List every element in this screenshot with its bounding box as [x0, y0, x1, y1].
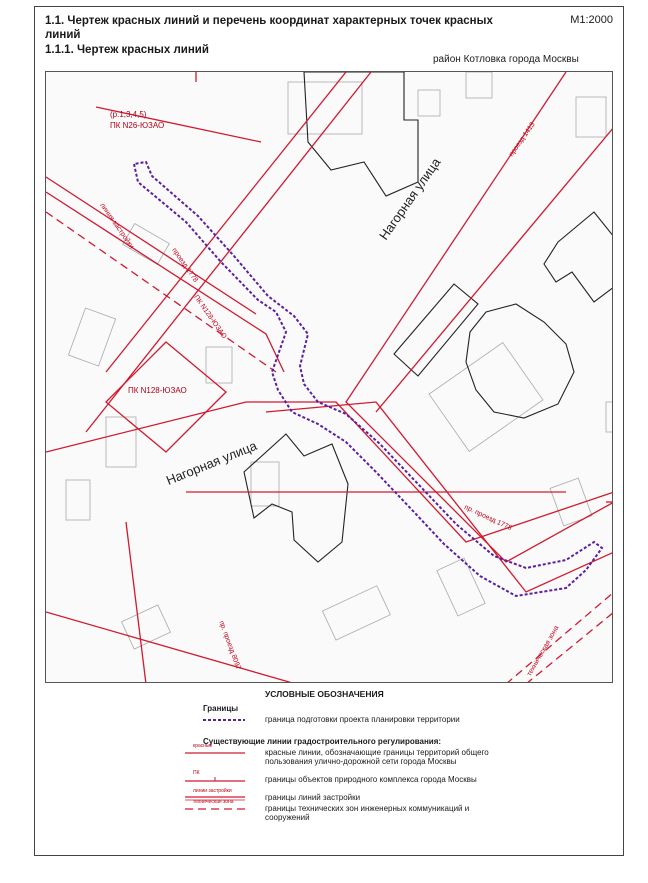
building-outline — [206, 347, 232, 383]
pk-label-pk26: ПК N26-ЮЗАО — [110, 121, 165, 130]
building-outline — [437, 558, 485, 616]
page-title: 1.1. Чертеж красных линий и перечень координат характерных точек красных линий — [45, 15, 493, 41]
building-outline — [68, 308, 115, 366]
red-label-proezd-1778: пр. проезд 1778 — [463, 504, 513, 533]
red-line — [46, 192, 284, 372]
building-footprint — [544, 212, 613, 302]
red-line — [376, 127, 613, 412]
building-footprint — [394, 284, 478, 376]
project-boundary — [134, 162, 602, 596]
map-area[interactable] — [45, 71, 613, 683]
pk-label-stub: ПК N128-ЮЗАО — [192, 294, 228, 341]
legend-title: УСЛОВНЫЕ ОБОЗНАЧЕНИЯ — [265, 689, 384, 699]
building-outline — [66, 480, 90, 520]
red-line — [346, 72, 613, 562]
red-label-linii-zastroyki: линия застройки — [98, 202, 135, 251]
building-outline — [466, 72, 492, 98]
drawing-sheet: 1.1. Чертеж красных линий и перечень координат характерных точек красных линий 1.1.1. Чертеж красных линий М1:2000 район Котловка города Москвы Нагорная улица Нагорная улица проезд 1413 пр. проезд 1778 пр. проезд 8097 линия застройки техническая зона проезд 1778 (р.1,3,4,5) ПК N26-ЮЗАО ПК N128-ЮЗАО ПК N128-ЮЗАО УСЛОВНЫЕ ОБОЗНАЧЕНИЯ Границы граница подготовки проекта планировки территории Существующие линии градостроительного регулирования: красные красные линии, обозначающие границы территорий общего пользования улично-дорожной сети города Москвы ПК границы объектов природного комплекса города Москвы линии застройки границы линий застройки техническая зона границы технических зон инженерных коммуникаций и сооружений — [34, 6, 624, 856]
red-lines — [46, 72, 613, 683]
legend-boundary-text: граница подготовки проекта планировки территории — [265, 715, 460, 724]
boundary-symbol — [185, 715, 245, 725]
red-label-proezd-1413: проезд 1413 — [508, 121, 537, 159]
red-line — [46, 612, 296, 683]
tech-zone-line — [526, 612, 613, 683]
building-outline — [251, 462, 279, 506]
tech-zone-lines — [46, 212, 613, 683]
building-outline — [576, 97, 606, 137]
map-drawing — [46, 72, 613, 683]
red-line — [126, 522, 146, 683]
red-label-proezd-8097: пр. проезд 8097 — [217, 620, 242, 671]
street-label-nagornaya-lower: Нагорная улица — [164, 437, 259, 488]
building-outline — [122, 605, 171, 649]
building-outline — [288, 82, 362, 134]
building-footprint — [466, 304, 574, 418]
street-label-nagornaya-main: Нагорная улица — [376, 155, 444, 243]
scale-label: М1:2000 — [570, 14, 613, 26]
building-outline — [106, 417, 136, 467]
red-label-proezd-1778-b: проезд 1778 — [170, 247, 199, 284]
building-outline — [418, 90, 440, 116]
pk-label-ref: (р.1,3,4,5) — [110, 110, 147, 119]
building-outline — [606, 402, 613, 432]
district-label: район Котловка города Москвы — [433, 54, 579, 65]
red-line — [106, 342, 226, 452]
page-subtitle: 1.1.1. Чертеж красных линий — [45, 44, 209, 56]
building-footprints — [244, 72, 613, 562]
building-outline — [429, 343, 543, 452]
building-footprint — [244, 434, 348, 562]
pk-label-pk128: ПК N128-ЮЗАО — [128, 386, 187, 395]
red-label-tech-zone: техническая зона — [526, 624, 561, 678]
tech-zone-line — [506, 592, 613, 683]
red-line — [266, 402, 613, 592]
building-outline — [322, 586, 390, 640]
project-boundary-line — [134, 162, 602, 596]
